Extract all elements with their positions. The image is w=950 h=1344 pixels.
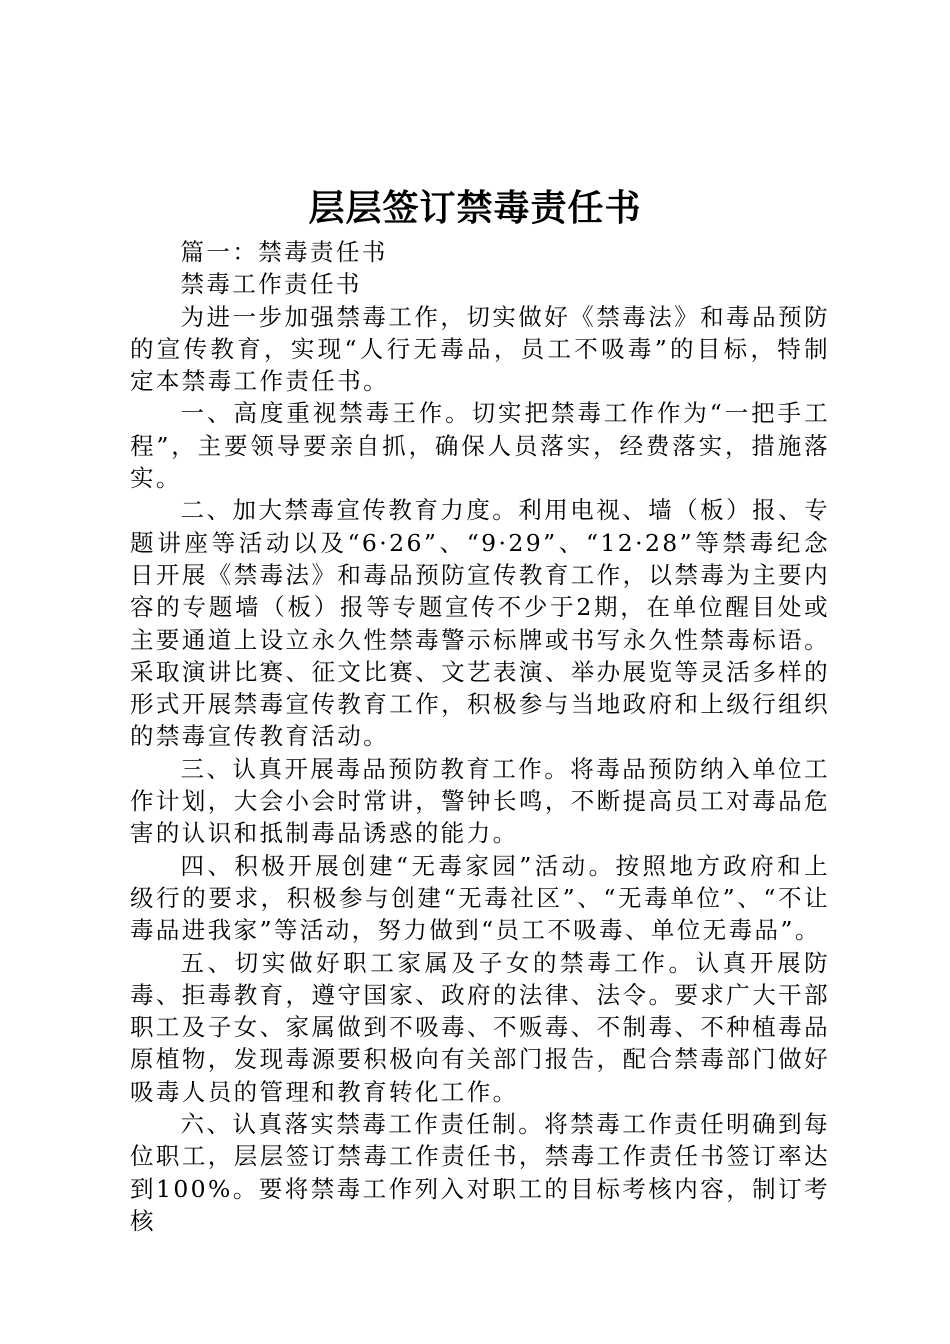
paragraph-item-5: 五、切实做好职工家属及子女的禁毒工作。认真开展防毒、拒毒教育，遵守国家、政府的法律、法令。要求广大干部职工及子女、家属做到不吸毒、不贩毒、不制毒、不种植毒品原植物，发现毒源要积极向有关部门报告，配合禁毒部门做好吸毒人员的管理和教育转化工作。 — [130, 948, 830, 1106]
paragraph-section-heading: 篇一：禁毒责任书 — [180, 238, 388, 266]
paragraph-subtitle: 禁毒工作责任书 — [180, 270, 362, 299]
paragraph-item-4: 四、积极开展创建“无毒家园”活动。按照地方政府和上级行的要求，积极参与创建“无毒社区”、“无毒单位”、“不让毒品进我家”等活动，努力做到“员工不吸毒、单位无毒品”。 — [130, 851, 830, 945]
paragraph-item-6: 六、认真落实禁毒工作责任制。将禁毒工作责任明确到每位职工，层层签订禁毒工作责任书，禁毒工作责任书签订率达到100%。要将禁毒工作列入对职工的目标考核内容，制订考核 — [130, 1110, 830, 1235]
paragraph-intro: 为进一步加强禁毒工作，切实做好《禁毒法》和毒品预防的宣传教育，实现“人行无毒品，员工不吸毒”的目标，特制定本禁毒工作责任书。 — [130, 302, 830, 396]
document-body — [130, 236, 830, 1237]
paragraph-item-3: 三、认真开展毒品预防教育工作。将毒品预防纳入单位工作计划，大会小会时常讲，警钟长鸣，不断提高员工对毒品危害的认识和抵制毒品诱惑的能力。 — [130, 754, 830, 848]
paragraph-item-1: 一、高度重视禁毒王作。切实把禁毒工作作为“一把手工程”，主要领导要亲自抓，确保人员落实，经费落实，措施落实。 — [130, 399, 830, 493]
document-title: 层层签订禁毒责任书 — [308, 188, 642, 229]
paragraph-item-2: 二、加大禁毒宣传教育力度。利用电视、墙（板）报、专题讲座等活动以及“6·26”、“9·29”、“12·28”等禁毒纪念日开展《禁毒法》和毒品预防宣传教育工作，以禁毒为主要内容的专题墙（板）报等专题宣传不少于2期，在单位醒目处或主要通道上设立永久性禁毒警示标牌或书写永久性禁毒标语。采取演讲比赛、征文比赛、文艺表演、举办展览等灵活多样的形式开展禁毒宣传教育工作，积极参与当地政府和上级行组织的禁毒宣传教育活动。 — [130, 496, 830, 751]
